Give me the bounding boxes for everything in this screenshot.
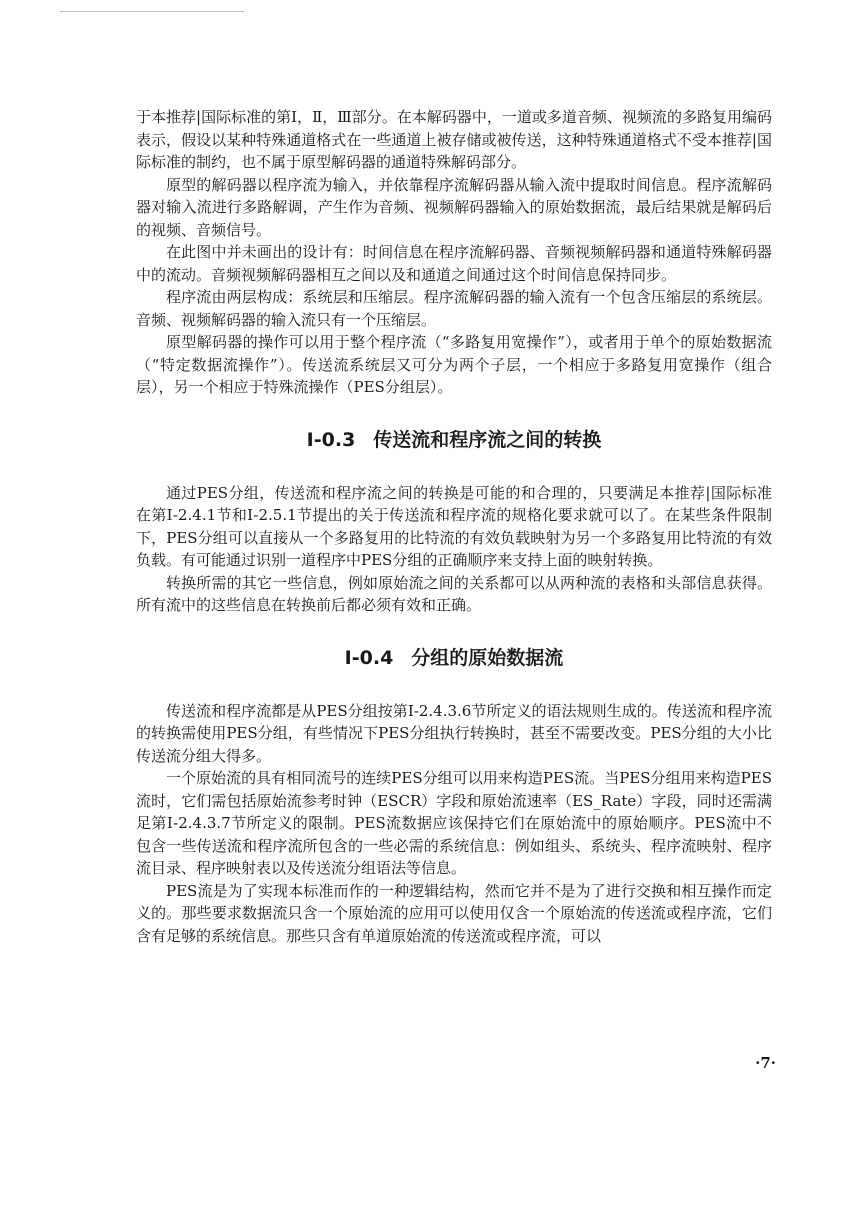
paragraph: 于本推荐|国际标准的第Ⅰ，Ⅱ，Ⅲ部分。在本解码器中，一道或多道音频、视频流的多路复用编码表示，假设以某种特殊通道格式在一些通道上被存储或被传送，这种特殊通道格式不受本推荐|国际标准的制约，也不属于原型解码器的通道特殊解码部分。 [136,108,772,171]
paragraph: 传送流和程序流都是从PES分组按第Ⅰ-2.4.3.6节所定义的语法规则生成的。传送流和程序流的转换需使用PES分组，有些情况下PES分组执行转换时，甚至不需要改变。PES分组的大小比传送流分组大得多。 [136,701,772,765]
section-title: 传送流和程序流之间的转换 [373,428,602,451]
paragraph: 在此图中并未画出的设计有：时间信息在程序流解码器、音频视频解码器和通道特殊解码器中的流动。音频视频解码器相互之间以及和通道之间通过这个时间信息保持同步。 [136,243,772,284]
section-pes-stream [136,700,772,948]
page-number: ·7· [755,1054,776,1072]
section-number: Ⅰ-0.4 [344,646,394,669]
section-heading [136,644,772,672]
section-title: 分组的原始数据流 [411,646,564,669]
top-rule [60,11,244,12]
section-intro [136,106,772,399]
paragraph: 通过PES分组，传送流和程序流之间的转换是可能的和合理的，只要满足本推荐|国际标准在第Ⅰ-2.4.1节和Ⅰ-2.5.1节提出的关于传送流和程序流的规格化要求就可以了。在某些条件限制下，PES分组可以直接从一个多路复用的比特流的有效负载映射为另一个多路复用比特流的有效负载。有可能通过识别一道程序中PES分组的正确顺序来支持上面的映射转换。 [136,483,772,569]
section-conversion [136,482,772,617]
paragraph: PES流是为了实现本标准而作的一种逻辑结构，然而它并不是为了进行交换和相互操作而定义的。那些要求数据流只含一个原始流的应用可以使用仅含一个原始流的传送流或程序流，它们含有足够的系统信息。那些只含有单道原始流的传送流或程序流，可以 [136,881,772,945]
paragraph: 一个原始流的具有相同流号的连续PES分组可以用来构造PES流。当PES分组用来构造PES流时，它们需包括原始流参考时钟（ESCR）字段和原始流速率（ES_Rate）字段，同时还需满足第Ⅰ-2.4.3.7节所定义的限制。PES流数据应该保持它们在原始流中的原始顺序。PES流中不包含一些传送流和程序流所包含的一些必需的系统信息：例如组头、系统头、程序流映射、程序流目录、程序映射表以及传送流分组语法等信息。 [136,769,772,877]
document-body [136,106,772,947]
paragraph: 程序流由两层构成：系统层和压缩层。程序流解码器的输入流有一个包含压缩层的系统层。音频、视频解码器的输入流只有一个压缩层。 [136,288,772,329]
paragraph: 原型解码器的操作可以用于整个程序流（“多路复用宽操作”），或者用于单个的原始数据流（“特定数据流操作”）。传送流系统层又可分为两个子层，一个相应于多路复用宽操作（组合层），另一个相应于特殊流操作（PES分组层）。 [136,333,772,396]
section-number: Ⅰ-0.3 [306,428,356,451]
paragraph: 转换所需的其它一些信息，例如原始流之间的关系都可以从两种流的表格和头部信息获得。所有流中的这些信息在转换前后都必须有效和正确。 [136,573,772,614]
section-heading [136,426,772,454]
paragraph: 原型的解码器以程序流为输入，并依靠程序流解码器从输入流中提取时间信息。程序流解码器对输入流进行多路解调，产生作为音频、视频解码器输入的原始数据流，最后结果就是解码后的视频、音频信号。 [136,175,772,239]
